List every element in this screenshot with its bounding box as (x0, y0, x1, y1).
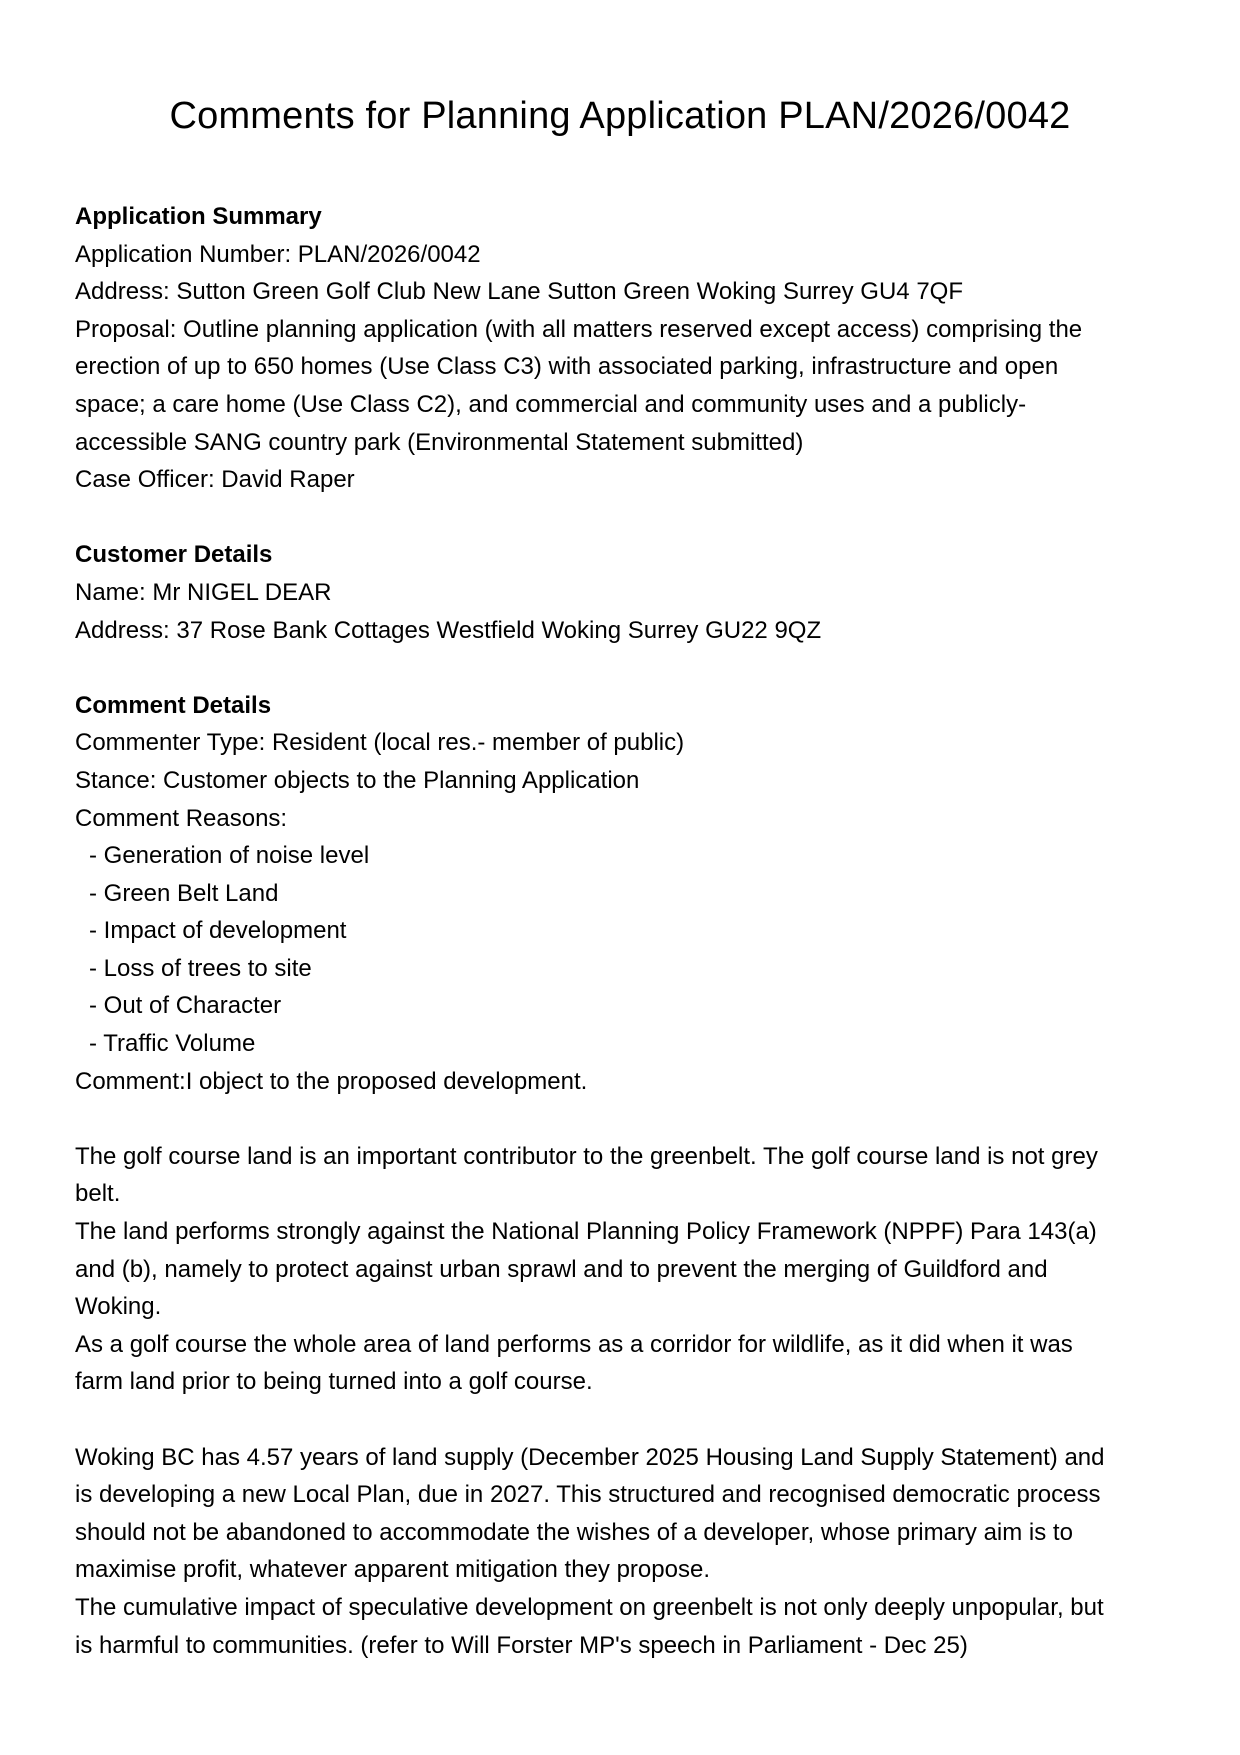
paragraph-line: The cumulative impact of speculative development on greenbelt is not only deeply unpopular, but (75, 1593, 1104, 1621)
list-item: - Traffic Volume (89, 1030, 256, 1058)
list-item: - Generation of noise level (89, 842, 370, 870)
proposal-line-3: space; a care home (Use Class C2), and commercial and community uses and a publicly- (75, 390, 1027, 418)
paragraph-line: The golf course land is an important contributor to the greenbelt. The golf course land is not grey (75, 1142, 1098, 1170)
paragraph-line: Woking. (75, 1293, 162, 1321)
paragraph-line: is harmful to communities. (refer to Will Forster MP's speech in Parliament - Dec 25) (75, 1631, 968, 1659)
section-spacer (75, 499, 1175, 537)
case-officer: Case Officer: David Raper (75, 466, 355, 494)
comment-details-section (75, 687, 1175, 1664)
paragraph-line: and (b), namely to protect against urban sprawl and to prevent the merging of Guildford and (75, 1255, 1048, 1283)
paragraph-line: As a golf course the whole area of land performs as a corridor for wildlife, as it did when it was (75, 1330, 1073, 1358)
application-number: Application Number: PLAN/2026/0042 (75, 240, 481, 268)
paragraph-spacer (75, 1100, 1175, 1138)
section-spacer (75, 649, 1175, 687)
customer-details-heading: Customer Details (75, 541, 273, 569)
paragraph-line: belt. (75, 1180, 121, 1208)
comment-reasons-list (75, 837, 1175, 1063)
paragraph-line: Woking BC has 4.57 years of land supply (December 2025 Housing Land Supply Statement) and (75, 1443, 1105, 1471)
customer-details-section (75, 536, 1175, 649)
comment-paragraph-1 (75, 1138, 1175, 1401)
comment-paragraph-2 (75, 1439, 1175, 1665)
proposal-line-2: erection of up to 650 homes (Use Class C3) with associated parking, infrastructure and open (75, 353, 1059, 381)
document-body (75, 198, 1175, 1664)
list-item: - Impact of development (89, 917, 347, 945)
page-title: Comments for Planning Application PLAN/2026/0042 (169, 95, 1071, 137)
list-item: - Loss of trees to site (89, 954, 312, 982)
application-summary-heading: Application Summary (75, 203, 322, 230)
proposal-line-1: Proposal: Outline planning application (with all matters reserved except access) comprising the (75, 315, 1083, 343)
list-item: - Green Belt Land (89, 879, 279, 907)
application-summary-section (75, 198, 1175, 499)
paragraph-line: farm land prior to being turned into a golf course. (75, 1368, 593, 1396)
paragraph-line: is developing a new Local Plan, due in 2027. This structured and recognised democratic process (75, 1481, 1101, 1509)
paragraph-spacer (75, 1401, 1175, 1439)
comment-intro: Comment:I object to the proposed development. (75, 1067, 588, 1095)
application-address: Address: Sutton Green Golf Club New Lane Sutton Green Woking Surrey GU4 7QF (75, 278, 963, 306)
list-item: - Out of Character (89, 992, 282, 1020)
stance: Stance: Customer objects to the Planning Application (75, 766, 640, 794)
commenter-type: Commenter Type: Resident (local res.- member of public) (75, 729, 685, 757)
comment-details-heading: Comment Details (75, 691, 272, 719)
customer-address: Address: 37 Rose Bank Cottages Westfield Woking Surrey GU22 9QZ (75, 616, 822, 644)
paragraph-line: maximise profit, whatever apparent mitigation they propose. (75, 1556, 710, 1584)
paragraph-line: should not be abandoned to accommodate the wishes of a developer, whose primary aim is to (75, 1518, 1073, 1546)
comment-reasons-label: Comment Reasons: (75, 804, 288, 832)
customer-name: Name: Mr NIGEL DEAR (75, 578, 332, 606)
paragraph-line: The land performs strongly against the National Planning Policy Framework (NPPF) Para 143(a) (75, 1218, 1097, 1246)
proposal-line-4: accessible SANG country park (Environmental Statement submitted) (75, 428, 804, 456)
